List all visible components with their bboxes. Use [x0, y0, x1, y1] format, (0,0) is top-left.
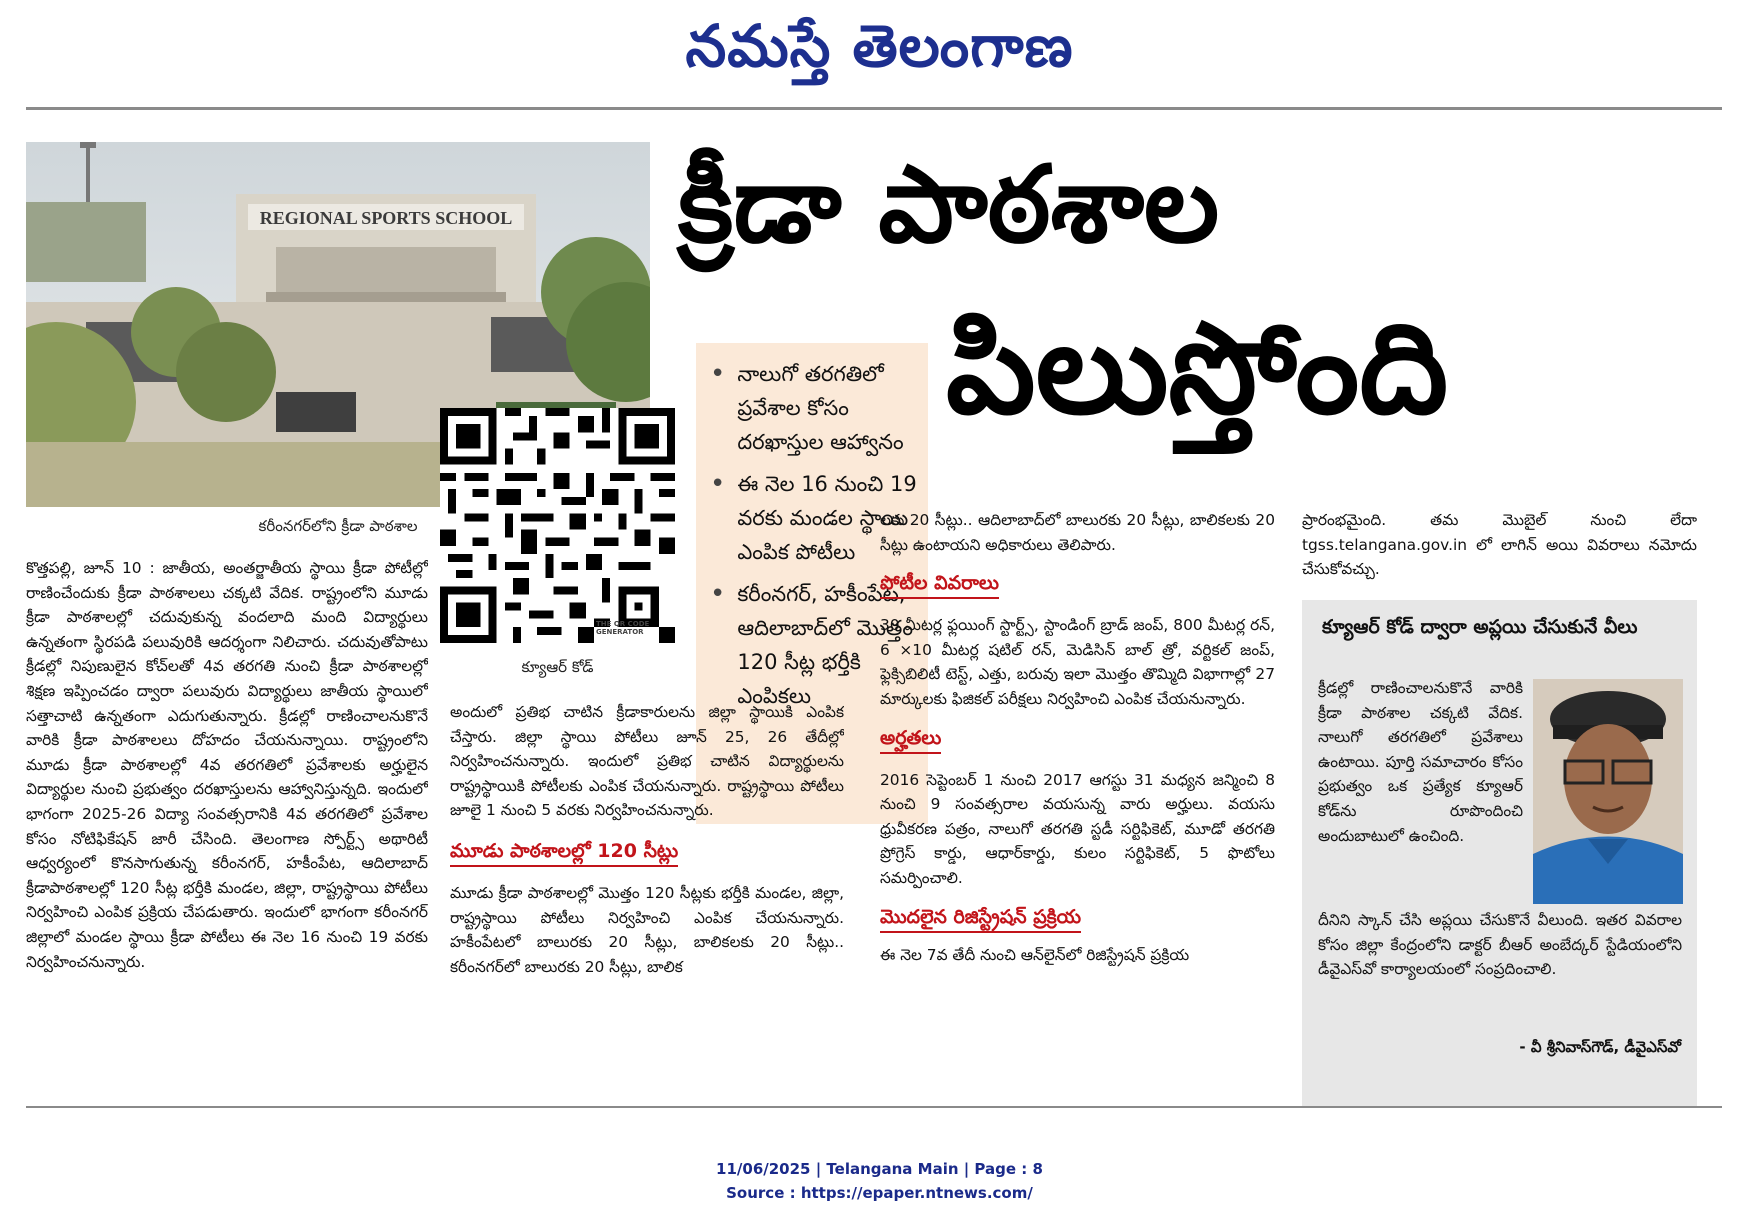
article-paragraph: మూడు క్రీడా పాఠశాలల్లో మొత్తం 120 సీట్లకు భర్తీకి మండల, జిల్లా, రాష్ట్రస్థాయి పోటీలు నిర్వహించి ఎంపిక చేయనున్నారు. హకీంపేటలో బాలురకు 20 సీట్లు, బాలికలకు 20 సీట్లు.. కరీంనగర్‌లో బాలురకు 20 సీట్లు, బాలిక — [450, 883, 844, 976]
article-paragraph: అందులో ప్రతిభ చాటిన క్రీడాకారులను జిల్లా స్థాయికి ఎంపిక చేస్తారు. జిల్లా స్థాయి పోటీలు జూన్ 25, 26 తేదీల్లో నిర్వహించనున్నారు. ఇందులో ప్రతిభ చాటిన విద్యార్థులను రాష్ట్రస్థాయికి పోటీలకు ఎంపిక చేయనున్నారు. రాష్ట్రస్థాయి పోటీలు జూలై 1 నుంచి 5 వరకు నిర్వహించనున్నారు. — [450, 703, 844, 820]
subhead-registration: మొదలైన రిజిస్ట్రేషన్ ప్రక్రియ — [880, 905, 1081, 933]
article-paragraph: 2016 సెప్టెంబర్ 1 నుంచి 2017 ఆగస్టు 31 మధ్యన జన్మించి 8 నుంచి 9 సంవత్సరాల వయసున్న వారు అర్హులు. వయసు ధ్రువీకరణ పత్రం, నాలుగో తరగతి స్టడీ సర్టిఫికెట్, మూడో తరగతి ప్రోగ్రెస్ కార్డు, ఆధార్‌కార్డు, కులం సర్టిఫికెట్, 5 ఫొటోలు సమర్పించాలి. — [880, 770, 1275, 887]
highlight-item: • నాలుగో తరగతిలో ప్రవేశాల కోసం దరఖాస్తుల ఆహ్వానం — [710, 357, 918, 459]
article-paragraph: ఈ నెల 7వ తేదీ నుంచి ఆన్‌లైన్‌లో రిజిస్ట్రేషన్ ప్రక్రియ — [880, 945, 1190, 964]
qr-box-title: క్యూఆర్ కోడ్ ద్వారా అప్లయి చేసుకునే వీలు — [1322, 616, 1638, 638]
highlight-item: • కరీంనగర్, హకీంపేట, ఆదిలాబాద్‌లో మొత్తం 120 సీట్ల భర్తీకి ఎంపికలు — [710, 577, 918, 713]
subhead-120-seats: మూడు పాఠశాలల్లో 120 సీట్లు — [450, 839, 678, 867]
qr-box-text-wide: దీనిని స్కాన్ చేసి అప్లయి చేసుకొనే వీలుంది. ఇతర వివరాల కోసం జిల్లా కేంద్రంలోని డాక్టర్ బీఆర్ అంబేద్కర్ స్టేడియంలోని డీవైఎస్‌వో కార్యాలయంలో సంప్రదించాలి. — [1318, 911, 1682, 979]
article-column-2 — [450, 700, 844, 1086]
masthead — [0, 0, 1759, 104]
bullet-icon: • — [710, 359, 726, 389]
highlight-item: • ఈ నెల 16 నుంచి 19 వరకు మండల స్థాయి ఎంపిక పోటీలు — [710, 467, 918, 569]
footer-date-page: 11/06/2025 | Telangana Main | Page : 8 — [716, 1160, 1043, 1178]
article-column-1 — [26, 556, 428, 1086]
qr-caption: క్యూఆర్ కోడ్ — [521, 658, 594, 676]
signature: - వీ శ్రీనివాస్‌గౌడ్, డీవైఎస్‌వో — [1519, 1038, 1681, 1056]
official-photo-image — [1533, 679, 1683, 904]
official-portrait — [1533, 679, 1683, 904]
article-paragraph: 30 మీటర్ల ఫ్లయింగ్ స్టార్ట్స్, స్టాండింగ్ బ్రాడ్ జంప్, 800 మీటర్ల రన్, 6 ×10 మీటర్ల షటిల్ రన్, మెడిసిన్ బాల్ త్రో, వర్టికల్ జంప్, ఫ్లెక్సిబిలిటీ టెస్ట్, ఎత్తు, బరువు ఇలా మొత్తం తొమ్మిది విభాగాల్లో 27 మార్కులకు ఫిజికల్ పరీక్షలు నిర్వహించి ఎంపిక చేయనున్నారు. — [880, 616, 1275, 708]
qr-code[interactable] — [440, 408, 675, 643]
subhead-eligibility: అర్హతలు — [880, 726, 941, 754]
footer-source-link[interactable]: Source : https://epaper.ntnews.com/ — [726, 1184, 1033, 1202]
article-column-4 — [1302, 508, 1697, 588]
qr-box-text-narrow: క్రీడల్లో రాణించాలనుకొనే వారికి క్రీడా పాఠశాల చక్కటి వేదిక. నాలుగో తరగతిలో ప్రవేశాలు ఉంటాయి. పూర్తి సమాచారం కోసం ప్రభుత్వం ఒక ప్రత్యేక క్యూఆర్ కోడ్‌ను రూపొందించి అందుబాటులో ఉంచింది. — [1318, 679, 1523, 845]
qr-brand-label: THE QR CODE GENERATOR — [596, 620, 650, 636]
article-paragraph: ప్రారంభమైంది. తమ మొబైల్ నుంచి లేదా tgss.telangana.gov.in లో లాగిన్ అయి వివరాలు నమోదు చేసుకోవచ్చు. — [1302, 511, 1697, 579]
article-paragraph: లకు 20 సీట్లు.. ఆదిలాబాద్‌లో బాలురకు 20 సీట్లు, బాలికలకు 20 సీట్లు ఉంటాయని అధికారులు తెలిపారు. — [880, 511, 1275, 554]
photo-caption: కరీంనగర్‌లోని క్రీడా పాఠశాల — [258, 517, 418, 535]
article-column-3 — [880, 508, 1275, 1088]
bullet-icon: • — [710, 469, 726, 499]
bullet-icon: • — [710, 579, 726, 609]
qr-code-image — [440, 408, 675, 643]
article-paragraph: కొత్తపల్లి, జూన్ 10 : జాతీయ, అంతర్జాతీయ స్థాయి క్రీడా పోటీల్లో రాణించేందుకు క్రీడా పాఠశాలలు చక్కటి వేదిక. రాష్ట్రంలోని మూడు క్రీడా పాఠశాలల్లో చదువుకున్న వందలాది మంది విద్యార్థులు ఉన్నతంగా స్థిరపడి పలువురికి ఆదర్శంగా నిలిచారు. చదువుతోపాటు క్రీడల్లో నిపుణులైన కోచ్‌లతో 4వ తరగతి నుంచి క్రీడా పాఠశాలల్లో శిక్షణ ఇప్పించడం ద్వారా పలువురు విద్యార్థులు జాతీయ స్థాయిలో సత్తాచాటి ఉన్నతంగా ఎదుగుతున్నారు. క్రీడల్లో రాణించాలనుకొనే వారికి క్రీడా పాఠశాలలు దోహదం చేయనున్నాయి. రాష్ట్రంలోని మూడు క్రీడా పాఠశాలల్లో 4వ తరగతిలో ప్రవేశాలకు అర్హులైన విద్యార్థుల నుంచి ప్రభుత్వం దరఖాస్తులను ఆహ్వానిస్తున్నది. ఇందులో భాగంగా 2025-26 విద్యా సంవత్సరానికి 4వ తరగతిలో ప్రవేశాల కోసం నోటిఫికేషన్ జారీ చేసింది. తెలంగాణ స్పోర్ట్స్ అథారిటీ ఆధ్వర్యంలో కొనసాగుతున్న కరీంనగర్, హకీంపేట, ఆదిలాబాద్ క్రీడాపాఠశాలల్లో 120 సీట్ల భర్తీకి మండల, జిల్లా, రాష్ట్రస్థాయి పోటీలు నిర్వహించి ఎంపిక ప్రక్రియ చేపడుతారు. ఇందులో భాగంగా కరీంనగర్ జిల్లాలో మండల స్థాయి క్రీడా పోటీలు ఈ నెల 16 నుంచి 19 వరకు నిర్వహించనున్నారు. — [26, 559, 428, 971]
headline-line-1: క్రీడా పాఠశాల — [678, 143, 1220, 266]
masthead-rule — [26, 107, 1722, 110]
school-sign-text: REGIONAL SPORTS SCHOOL — [259, 208, 513, 228]
masthead-logo: నమస్తే తెలంగాణ — [685, 12, 1074, 80]
headline-line-2: పిలుస్తోంది — [946, 295, 1449, 442]
subhead-competition-details: పోటీల వివరాలు — [880, 571, 999, 599]
qr-apply-box — [1302, 600, 1697, 1106]
page-bottom-rule — [26, 1106, 1722, 1108]
